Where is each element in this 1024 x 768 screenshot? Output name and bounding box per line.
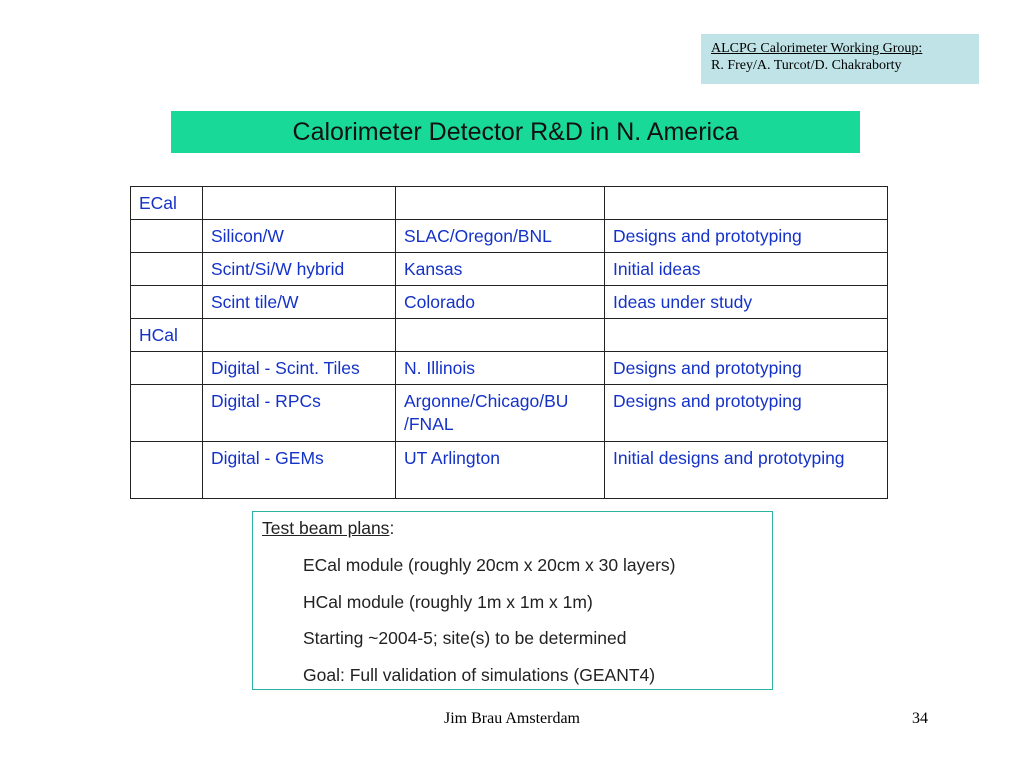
test-beam-item: Starting ~2004-5; site(s) to be determined	[303, 628, 627, 648]
table-cell-technology: Digital - GEMs	[203, 442, 396, 499]
table-cell-category	[131, 442, 203, 499]
test-beam-box	[252, 511, 773, 690]
table-cell-status: Ideas under study	[605, 286, 888, 319]
table-cell-technology: Digital - Scint. Tiles	[203, 352, 396, 385]
test-beam-heading	[262, 518, 394, 539]
footer-presenter: Jim Brau Amsterdam	[444, 710, 580, 727]
test-beam-item: HCal module (roughly 1m x 1m x 1m)	[303, 592, 593, 612]
table-cell-category	[131, 286, 203, 319]
test-beam-heading-colon: :	[389, 518, 395, 538]
table-cell-technology: Silicon/W	[203, 220, 396, 253]
table-cell-category	[131, 352, 203, 385]
table-row	[131, 442, 888, 499]
table-cell-technology: Scint tile/W	[203, 286, 396, 319]
table-cell-status: Initial ideas	[605, 253, 888, 286]
rd-table	[130, 186, 888, 499]
table-cell-category: ECal	[131, 187, 203, 220]
table-cell-institution: N. Illinois	[396, 352, 605, 385]
table-row	[131, 385, 888, 442]
test-beam-item: Goal: Full validation of simulations (GEANT4)	[303, 665, 656, 685]
table-row	[131, 187, 888, 220]
test-beam-item: ECal module (roughly 20cm x 20cm x 30 layers)	[303, 555, 676, 575]
table-cell-status: Designs and prototyping	[605, 352, 888, 385]
table-cell-institution	[396, 319, 605, 352]
table-cell-status: Designs and prototyping	[605, 220, 888, 253]
table-row	[131, 253, 888, 286]
table-cell-technology	[203, 319, 396, 352]
table-cell-institution: SLAC/Oregon/BNL	[396, 220, 605, 253]
table-cell-category	[131, 385, 203, 442]
table-cell-status: Initial designs and prototyping	[605, 442, 888, 499]
table-cell-status	[605, 319, 888, 352]
credit-line-1: ALCPG Calorimeter Working Group:	[711, 41, 923, 56]
table-cell-technology: Digital - RPCs	[203, 385, 396, 442]
table-cell-institution: Kansas	[396, 253, 605, 286]
table-row	[131, 286, 888, 319]
table-cell-status: Designs and prototyping	[605, 385, 888, 442]
table-cell-technology: Scint/Si/W hybrid	[203, 253, 396, 286]
table-row	[131, 352, 888, 385]
credit-box	[701, 34, 979, 84]
table-cell-category: HCal	[131, 319, 203, 352]
table-cell-institution	[396, 187, 605, 220]
page-number: 34	[912, 710, 928, 727]
table-cell-status	[605, 187, 888, 220]
credit-line-2: R. Frey/A. Turcot/D. Chakraborty	[711, 58, 902, 73]
table-cell-category	[131, 220, 203, 253]
table-row	[131, 319, 888, 352]
table-cell-institution: Colorado	[396, 286, 605, 319]
table-cell-technology	[203, 187, 396, 220]
table-cell-institution: Argonne/Chicago/BU /FNAL	[396, 385, 605, 442]
test-beam-heading-text: Test beam plans	[262, 518, 390, 538]
table-row	[131, 220, 888, 253]
table-cell-category	[131, 253, 203, 286]
slide-title: Calorimeter Detector R&D in N. America	[171, 111, 860, 153]
table-cell-institution: UT Arlington	[396, 442, 605, 499]
